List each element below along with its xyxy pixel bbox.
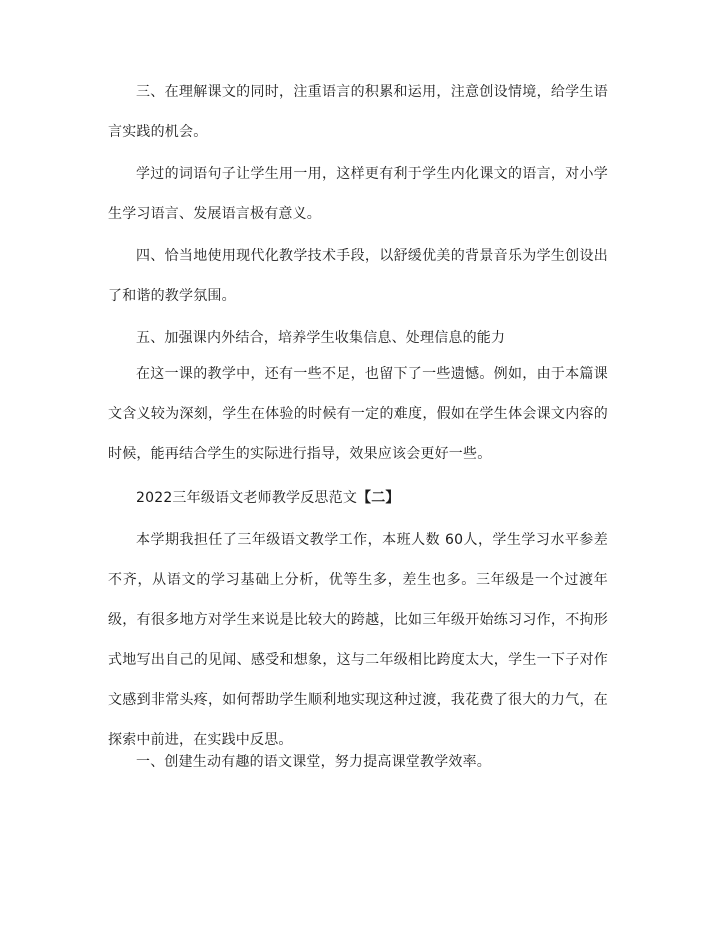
- paragraph-reflection: 在这一课的教学中，还有一些不足，也留下了一些遗憾。例如，由于本篇课文含义较为深刻，学生在体验的时候有一定的难度，假如在学生体会课文内容的时候，能再结合学生的实际进行指导，效果应该会更好一些。: [108, 366, 608, 462]
- paragraph-5: 五、加强课内外结合，培养学生收集信息、处理信息的能力: [136, 330, 506, 346]
- section-title-mark: 【二】: [357, 490, 400, 506]
- paragraph-4: 四、恰当地使用现代化教学技术手段，以舒缓优美的背景音乐为学生创设出了和谐的教学氛围。: [108, 248, 608, 304]
- paragraph-vocab: 学过的词语句子让学生用一用，这样更有利于学生内化课文的语言，对小学生学习语言、发展语言极有意义。: [108, 166, 608, 222]
- paragraph-intro: 本学期我担任了三年级语文教学工作，本班人数 60人，学生学习水平参差不齐，从语文的学习基础上分析，优等生多，差生也多。三年级是一个过渡年级，有很多地方对学生来说是比较大的跨越，比如三年级开始练习习作，不拘形式地写出自己的见闻、感受和想象，这与二年级相比跨度太大，学生一下子对作文感到非常头疼，如何帮助学生顺利地实现这种过渡，我花费了很大的力气，在探索中前进，在实践中反思。: [108, 532, 608, 748]
- section-title: [108, 478, 608, 518]
- section-title-text: 2022三年级语文老师教学反思范文: [136, 490, 358, 506]
- paragraph-1: 一、创建生动有趣的语文课堂，努力提高课堂教学效率。: [136, 754, 491, 770]
- paragraph-3: 三、在理解课文的同时，注重语言的积累和运用，注意创设情境，给学生语言实践的机会。: [108, 84, 608, 140]
